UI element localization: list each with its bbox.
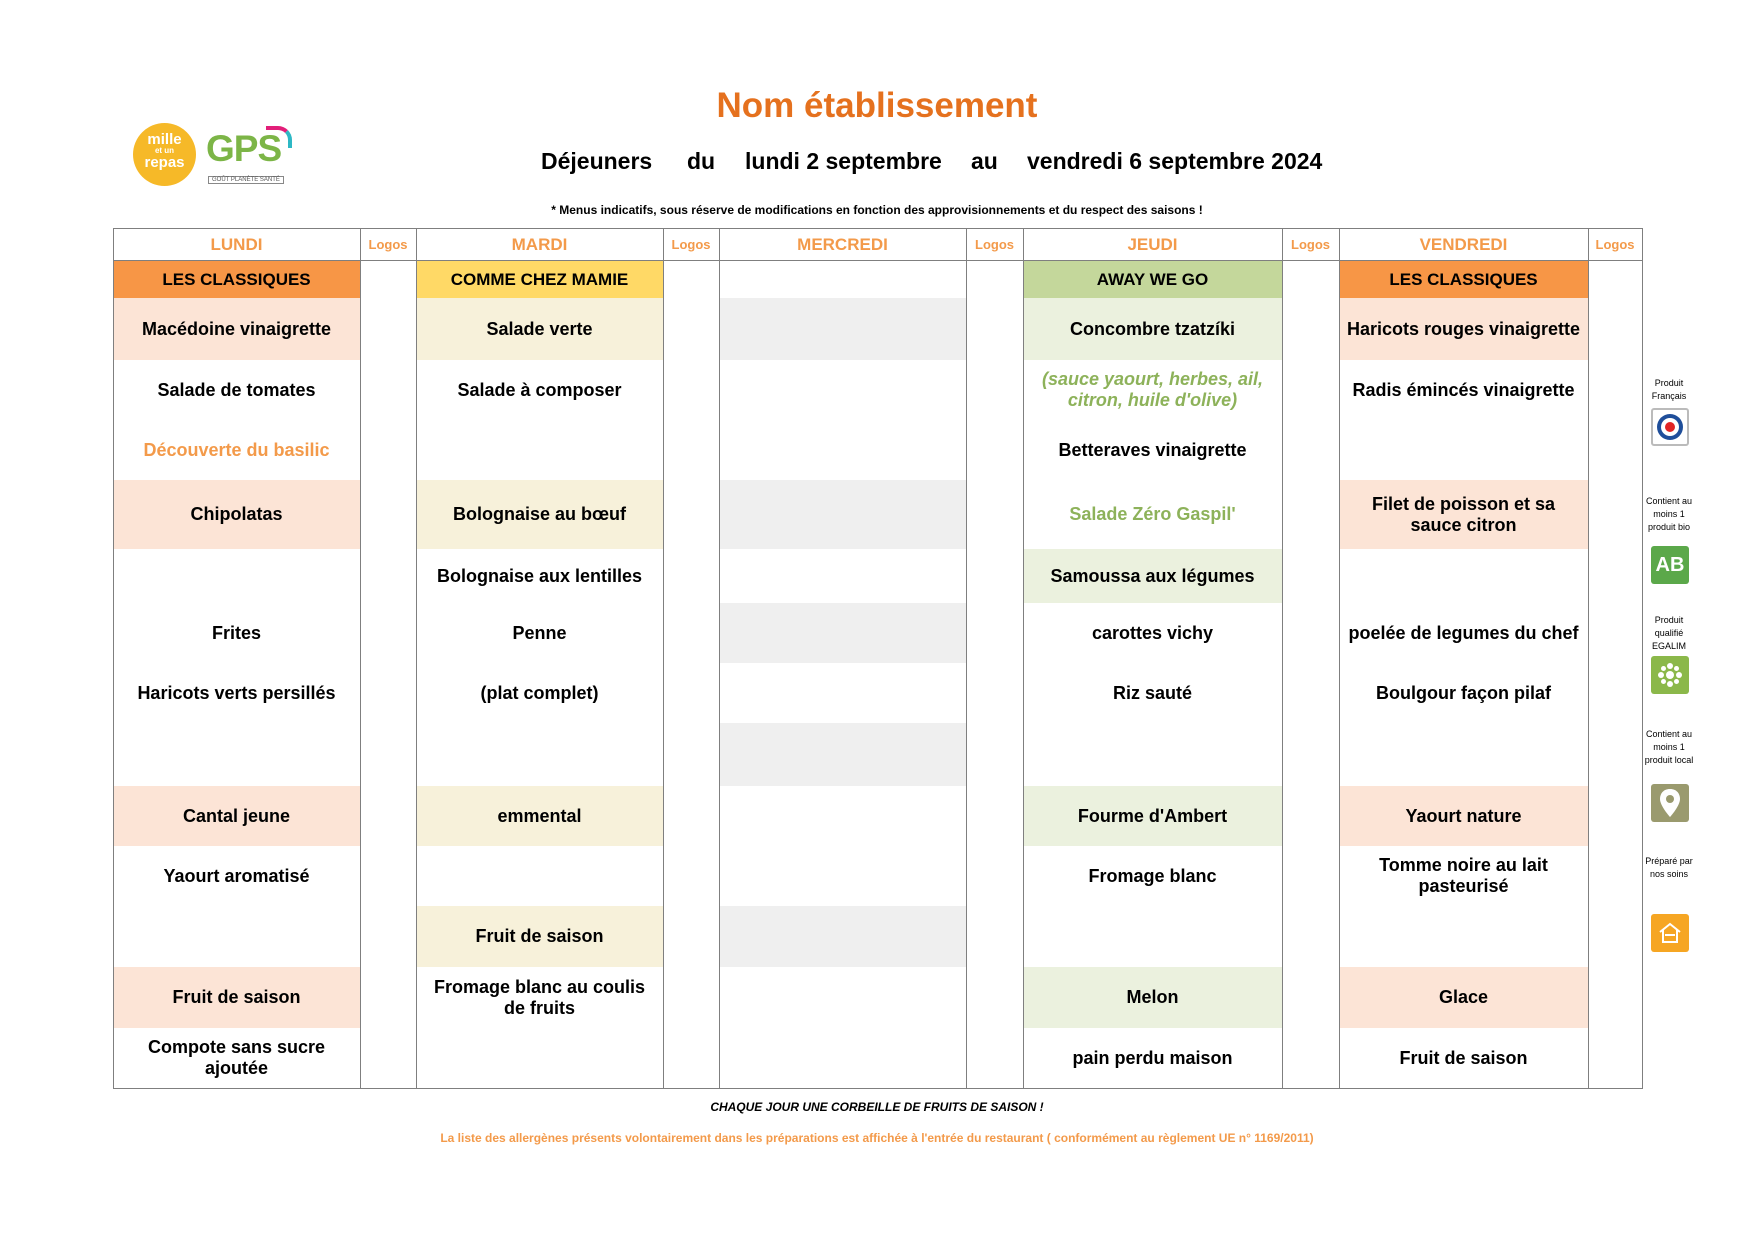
day-header: MERCREDI [797,234,888,254]
menu-item: carottes vichy [1091,622,1214,643]
menu-item [113,906,360,967]
menu-item: Radis émincés vinaigrette [1352,379,1575,400]
grid-line [1339,228,1340,1088]
menu-disclaimer: * Menus indicatifs, sous réserve de modifications en fonction des approvisionnements et du respect des saisons ! [551,203,1203,217]
grid-line [1023,228,1024,1088]
menu-item: Concombre tzatzíki [1023,298,1282,360]
menu-item: Penne [512,622,567,643]
menu-item: Fruit de saison [1399,1047,1528,1068]
legend-label: Préparé par nos soins [1645,856,1693,879]
day-header: MARDI [511,234,568,254]
theme-label: COMME CHEZ MAMIE [416,260,663,298]
menu-item: Fruit de saison [113,967,360,1028]
logos-header: Logos [368,236,408,252]
menu-item [719,298,966,360]
menu-item [719,967,966,1028]
menu-item [1023,723,1282,786]
menu-item [719,906,966,967]
menu-item [719,846,966,906]
grid-line [113,260,1643,261]
menu-item: emmental [416,786,663,846]
menu-item: (plat complet) [480,682,599,703]
day-header: JEUDI [1127,234,1178,254]
legend-label: Produit Français [1651,378,1687,401]
menu-item: Fromage blanc [1088,865,1217,886]
logos-header: Logos [671,236,711,252]
menu-item [113,723,360,786]
day-header: LUNDI [210,234,263,254]
menu-item: Fourme d'Ambert [1023,786,1282,846]
grid-line [719,228,720,1088]
homemade-icon [1651,914,1689,952]
theme-label: LES CLASSIQUES [1339,260,1588,298]
logos-header: Logos [975,236,1014,252]
menu-item: Macédoine vinaigrette [113,298,360,360]
menu-item: Glace [1339,967,1588,1028]
menu-item: poelée de legumes du chef [1348,622,1579,643]
logos-header: Logos [1595,236,1635,252]
legend-label: Contient au moins 1 produit bio [1645,496,1693,532]
grid-line [113,228,1643,229]
menu-item: Salade verte [416,298,663,360]
menu-item [719,549,966,603]
menu-item: Salade de tomates [157,379,316,400]
menu-item [1339,723,1588,786]
grid-line [966,228,967,1088]
menu-item: Riz sauté [1112,682,1193,703]
menu-item [416,1028,663,1088]
page-title: Nom établissement [716,86,1038,125]
menu-item: Bolognaise aux lentilles [436,565,643,586]
menu-item: (sauce yaourt, herbes, ail, citron, huile d'olive) [1041,369,1264,410]
menu-item [1339,906,1588,967]
menu-item: Frites [211,622,262,643]
organic-ab-icon: AB [1651,546,1689,584]
grid-line [113,1088,1643,1089]
menu-item: Compote sans sucre ajoutée [147,1037,326,1078]
menu-item: Haricots verts persillés [137,682,336,703]
french-product-icon [1651,408,1689,446]
start-date: lundi 2 septembre [745,148,942,174]
legend-label: Produit qualifié EGALIM [1651,615,1686,651]
menu-item [719,603,966,663]
grid-line [1588,228,1589,1088]
menu-item [719,1028,966,1088]
menu-item [1339,549,1588,603]
menu-item: Salade à composer [457,379,622,400]
menu-item: Fromage blanc au coulis de fruits [433,976,646,1018]
allergens-notice: La liste des allergènes présents volontairement dans les préparations est affichée à l'entrée du restaurant ( conformément au règlement UE n° 1169/2011) [440,1131,1314,1145]
menu-item: Bolognaise au bœuf [416,480,663,549]
menu-item [416,846,663,906]
mille-et-un-repas-logo: mille et un repas [133,123,196,186]
grid-line [663,228,664,1088]
menu-item [416,723,663,786]
gps-logo: GPS GOÛT PLANÈTE SANTÉ [206,130,296,180]
menu-item: Chipolatas [113,480,360,549]
local-pin-icon [1651,784,1689,822]
menu-item [719,786,966,846]
menu-item: Betteraves vinaigrette [1058,439,1247,460]
menu-item [719,663,966,723]
menu-item [719,480,966,549]
grid-line [1282,228,1283,1088]
menu-item [113,549,360,603]
theme-label: AWAY WE GO [1023,260,1282,298]
menu-item: Cantal jeune [113,786,360,846]
menu-item [1023,906,1282,967]
egalim-icon [1651,656,1689,694]
menu-item: Samoussa aux légumes [1023,549,1282,603]
du-label: du [687,148,716,174]
grid-line [1642,228,1643,1088]
menu-item [719,360,966,420]
menu-item: Fruit de saison [416,906,663,967]
theme-label: LES CLASSIQUES [113,260,360,298]
menu-item [1339,420,1588,480]
logos-header: Logos [1291,236,1330,252]
end-date: vendredi 6 septembre 2024 [1027,148,1323,174]
menu-item: Boulgour façon pilaf [1376,682,1551,703]
menu-item: Découverte du basilic [143,439,330,460]
menu-item [719,723,966,786]
grid-line [113,228,114,1088]
grid-line [360,228,361,1088]
menu-item [416,420,663,480]
menu-item: Filet de poisson et sa sauce citron [1339,480,1588,549]
menu-item: Yaourt nature [1339,786,1588,846]
menu-item: Salade Zéro Gaspil' [1069,504,1236,524]
legend-label: Contient au moins 1 produit local [1644,729,1694,765]
menu-item: pain perdu maison [1072,1047,1233,1068]
day-header: VENDREDI [1419,234,1508,254]
menu-item: Haricots rouges vinaigrette [1339,298,1588,360]
grid-line [416,228,417,1088]
meal-label: Déjeuners [541,148,653,174]
menu-item: Tomme noire au lait pasteurisé [1379,855,1548,896]
fruits-notice: CHAQUE JOUR UNE CORBEILLE DE FRUITS DE SAISON ! [710,1100,1044,1114]
menu-item: Melon [1023,967,1282,1028]
menu-item: Yaourt aromatisé [163,865,310,886]
menu-item [719,420,966,480]
au-label: au [971,148,998,174]
